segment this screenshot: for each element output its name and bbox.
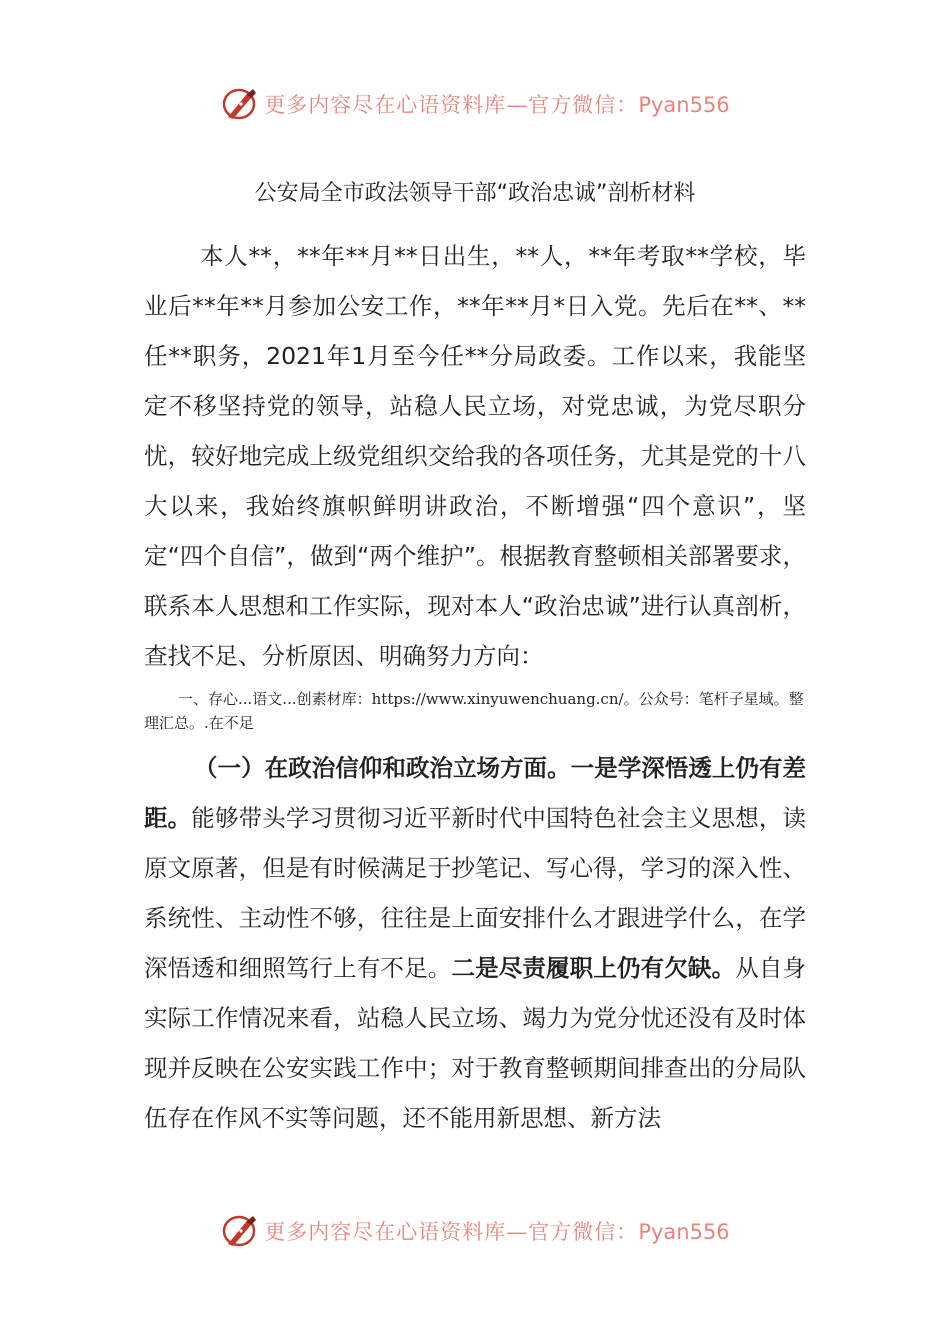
- document-title: 公安局全市政法领导干部“政治忠诚”剖析材料: [254, 181, 696, 206]
- footer-banner: [0, 1211, 950, 1251]
- section-1-heading: （一）在政治信仰和政治立场方面。: [194, 754, 571, 782]
- point-2-title: 二是尽责履职上仍有欠缺。: [451, 954, 736, 982]
- banner-text: 更多内容尽在心语资料库—官方微信：Pyan556: [264, 93, 730, 117]
- header-banner: [0, 84, 950, 124]
- section-1-paragraph: [144, 743, 806, 1143]
- pen-nib-logo: [220, 86, 260, 122]
- section-note: 一、存心...语文...创素材库：https://www.xinyuwenchuang.cn/。公众号：笔杆子星域。整理汇总。.在不足: [144, 690, 804, 732]
- point-2-text: 从自身实际工作情况来看，站稳人民立场、竭力为党分忧还没有及时体现并反映在公安实践工作中；对于教育整顿期间排查出的分局队伍存在作风不实等问题，还不能用新思想、新方法: [144, 954, 807, 1132]
- banner-text: 更多内容尽在心语资料库—官方微信：Pyan556: [264, 1220, 730, 1244]
- wechat-id: Pyan556: [638, 1220, 730, 1244]
- pen-nib-logo: [220, 1213, 260, 1249]
- wechat-id: Pyan556: [638, 93, 730, 117]
- source-url: https://www.xinyuwenchuang.cn/: [371, 690, 624, 708]
- point-1-title: 一是学深悟透上仍有差距。: [144, 754, 807, 832]
- point-1-text: 能够带头学习贯彻习近平新时代中国特色社会主义思想，读原文原著，但是有时候满足于抄笔记、写心得，学习的深入性、系统性、主动性不够，往往是上面安排什么才跟进学什么，在学深悟透和细照笃行上有不足。: [144, 804, 806, 982]
- intro-paragraph: 本人**，**年**月**日出生，**人，**年考取**学校，毕业后**年**月参加公安工作，**年**月*日入党。先后在**、**任**职务，2021年1月至今任**分局政委。工作以来，我能坚定不移坚持党的领导，站稳人民立场，对党忠诚，为党尽职分忧，较好地完成上级党组织交给我的各项任务，尤其是党的十八大以来，我始终旗帜鲜明讲政治，不断增强“四个意识”，坚定“四个自信”，做到“两个维护”。根据教育整顿相关部署要求，联系本人思想和工作实际，现对本人“政治忠诚”进行认真剖析，查找不足、分析原因、明确努力方向：: [144, 242, 806, 670]
